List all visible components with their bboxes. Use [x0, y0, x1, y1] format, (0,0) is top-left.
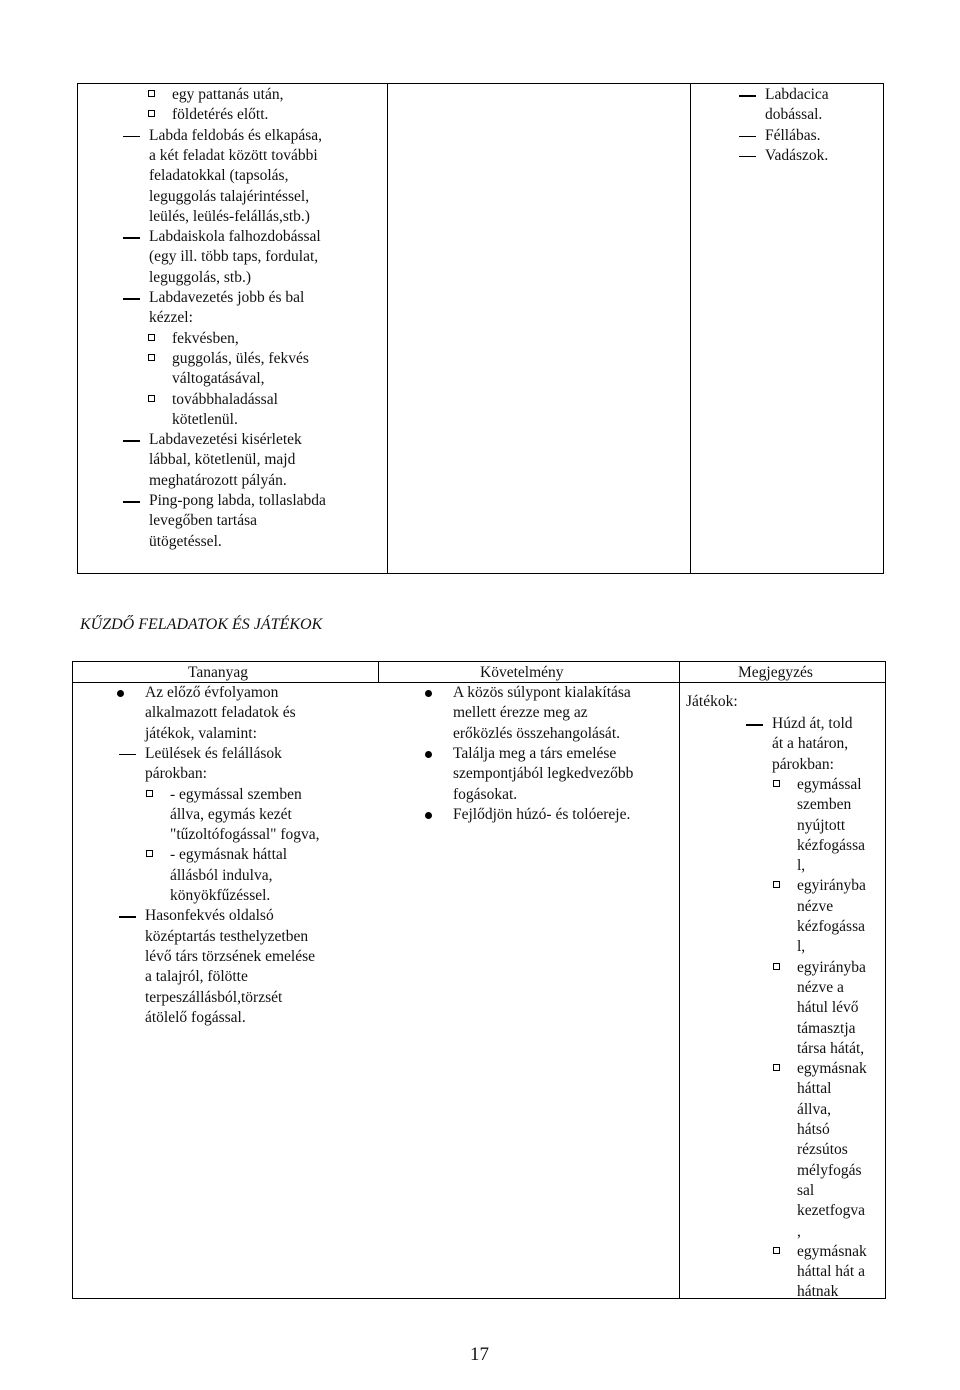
- list-line: nézve a: [797, 978, 844, 996]
- list-line: fogásokat.: [453, 785, 518, 803]
- bottom-table-divider-1: [378, 661, 379, 683]
- dash-bullet-icon: [123, 501, 140, 503]
- list-line: háttal hát a: [797, 1263, 865, 1281]
- square-bullet-icon: [773, 963, 780, 970]
- square-bullet-icon: [148, 90, 155, 97]
- list-line: sal: [797, 1181, 815, 1199]
- dash-bullet-icon: [739, 156, 756, 158]
- list-line: leülés, leülés-felállás,stb.): [149, 207, 310, 225]
- list-line: egymásnak: [797, 1060, 867, 1078]
- list-line: lábbal, kötetlenül, majd: [149, 451, 296, 469]
- list-line: Húzd át, told: [772, 715, 853, 732]
- list-line: - egymásnak háttal: [170, 846, 288, 864]
- dash-bullet-icon: [123, 298, 140, 300]
- list-line: feladatokkal (tapsolás,: [149, 167, 289, 185]
- square-bullet-icon: [773, 1247, 780, 1254]
- square-bullet-icon: [148, 110, 155, 117]
- top-table-divider-1: [387, 83, 388, 574]
- list-line: kötetlenül.: [172, 410, 238, 428]
- list-line: szemben: [797, 796, 852, 814]
- dash-bullet-icon: [119, 754, 136, 756]
- square-bullet-icon: [773, 1064, 780, 1071]
- list-line: nyújtott: [797, 816, 846, 834]
- list-line: szempontjából legkedvezőbb: [453, 765, 634, 783]
- list-line: hátul lévő: [797, 999, 859, 1017]
- list-line: állva,: [797, 1100, 831, 1118]
- list-line: "tűzoltófogással" fogva,: [170, 826, 320, 844]
- list-line: át a határon,: [772, 735, 849, 753]
- list-line: kezetfogva: [797, 1202, 865, 1220]
- list-line: ,: [797, 1222, 801, 1240]
- header-kovetelmeny: Követelmény: [480, 664, 564, 681]
- list-line: párokban:: [145, 765, 207, 783]
- list-line: l,: [797, 938, 806, 956]
- list-line: mellett érezze meg az: [453, 704, 588, 722]
- list-line: - egymással szemben: [170, 785, 302, 803]
- list-line: ütögetéssel.: [149, 532, 222, 550]
- square-bullet-icon: [773, 780, 780, 787]
- page-number: 17: [470, 1344, 489, 1365]
- list-line: társa hátát,: [797, 1039, 865, 1057]
- dash-bullet-icon: [123, 136, 140, 138]
- dash-bullet-icon: [739, 95, 756, 97]
- square-bullet-icon: [148, 354, 155, 361]
- round-bullet-icon: [425, 812, 432, 819]
- list-line: alkalmazott feladatok és: [145, 704, 296, 722]
- list-line: Labdaiskola falhozdobással: [149, 228, 321, 246]
- list-line: állásból indulva,: [170, 866, 273, 884]
- list-line: középtartás testhelyzetben: [145, 927, 309, 945]
- section-heading: KŰZDŐ FELADATOK ÉS JÁTÉKOK: [80, 616, 323, 633]
- square-bullet-icon: [773, 881, 780, 888]
- list-line: hátsó: [797, 1121, 830, 1138]
- list-line: leguggolás, stb.): [149, 268, 252, 286]
- square-bullet-icon: [148, 395, 155, 402]
- list-line: terpeszállásból,törzsét: [145, 988, 283, 1006]
- games-title: Játékok:: [686, 693, 738, 710]
- list-line: a talajról, fölötte: [145, 968, 248, 986]
- header-megjegyzes: Megjegyzés: [738, 664, 813, 681]
- dash-bullet-icon: [123, 440, 140, 442]
- list-line: Labdavezetés jobb és bal: [149, 289, 305, 306]
- list-line: dobással.: [765, 106, 823, 124]
- bottom-table-divider-2: [679, 661, 680, 1299]
- square-bullet-icon: [146, 790, 153, 797]
- round-bullet-icon: [425, 690, 432, 697]
- list-line: Féllábas.: [765, 126, 821, 144]
- dash-bullet-icon: [119, 916, 136, 918]
- list-line: támasztja: [797, 1019, 856, 1037]
- list-line: továbbhaladással: [172, 390, 278, 408]
- list-line: egyirányba: [797, 958, 866, 976]
- list-line: Labdavezetési kisérletek: [149, 431, 302, 449]
- list-line: a két feladat között további: [149, 146, 318, 164]
- list-line: Vadászok.: [765, 146, 829, 164]
- list-line: A közös súlypont kialakítása: [453, 684, 631, 701]
- list-line: egyirányba: [797, 877, 866, 895]
- list-line: (egy ill. több taps, fordulat,: [149, 248, 319, 266]
- list-line: kézfogássa: [797, 836, 865, 854]
- square-bullet-icon: [146, 850, 153, 857]
- list-line: l,: [797, 857, 806, 875]
- dash-bullet-icon: [123, 237, 140, 239]
- list-line: háttal: [797, 1080, 832, 1098]
- list-line: hátnak: [797, 1283, 839, 1301]
- header-tananyag: Tananyag: [188, 664, 249, 681]
- list-line: földetérés előtt.: [172, 106, 269, 124]
- list-line: Labda feldobás és elkapása,: [149, 126, 323, 144]
- list-line: rézsútos: [797, 1141, 848, 1159]
- list-line: nézve: [797, 897, 834, 915]
- list-line: meghatározott pályán.: [149, 471, 287, 489]
- list-line: mélyfogás: [797, 1161, 862, 1179]
- dash-bullet-icon: [739, 136, 756, 138]
- list-line: fekvésben,: [172, 329, 239, 347]
- list-line: párokban:: [772, 755, 834, 773]
- list-line: kézzel:: [149, 309, 193, 327]
- list-line: Az előző évfolyamon: [145, 684, 279, 701]
- list-line: egymással: [797, 775, 862, 793]
- top-table-divider-2: [690, 83, 691, 574]
- dash-bullet-icon: [746, 724, 763, 726]
- list-line: egymásnak: [797, 1242, 867, 1260]
- list-line: játékok, valamint:: [145, 724, 257, 742]
- list-line: erőközlés összehangolását.: [453, 724, 620, 742]
- list-line: levegőben tartása: [149, 512, 258, 530]
- list-line: állva, egymás kezét: [170, 805, 292, 823]
- square-bullet-icon: [148, 334, 155, 341]
- list-line: Hasonfekvés oldalsó: [145, 907, 274, 925]
- list-line: Találja meg a társ emelése: [453, 744, 617, 762]
- list-line: egy pattanás után,: [172, 86, 284, 103]
- list-line: átölelő fogással.: [145, 1008, 246, 1026]
- list-line: könyökfűzéssel.: [170, 887, 271, 904]
- list-line: kézfogássa: [797, 918, 865, 935]
- list-line: leguggolás talajérintéssel,: [149, 187, 310, 205]
- list-line: guggolás, ülés, fekvés: [172, 349, 309, 367]
- list-line: Leülések és felállások: [145, 744, 282, 762]
- list-line: Labdacica: [765, 86, 829, 103]
- round-bullet-icon: [425, 751, 432, 758]
- list-line: Fejlődjön húzó- és tolóereje.: [453, 805, 631, 823]
- list-line: Ping-pong labda, tollaslabda: [149, 492, 326, 509]
- list-line: lévő társ törzsének emelése: [145, 947, 315, 965]
- round-bullet-icon: [117, 690, 124, 697]
- list-line: váltogatásával,: [172, 370, 265, 388]
